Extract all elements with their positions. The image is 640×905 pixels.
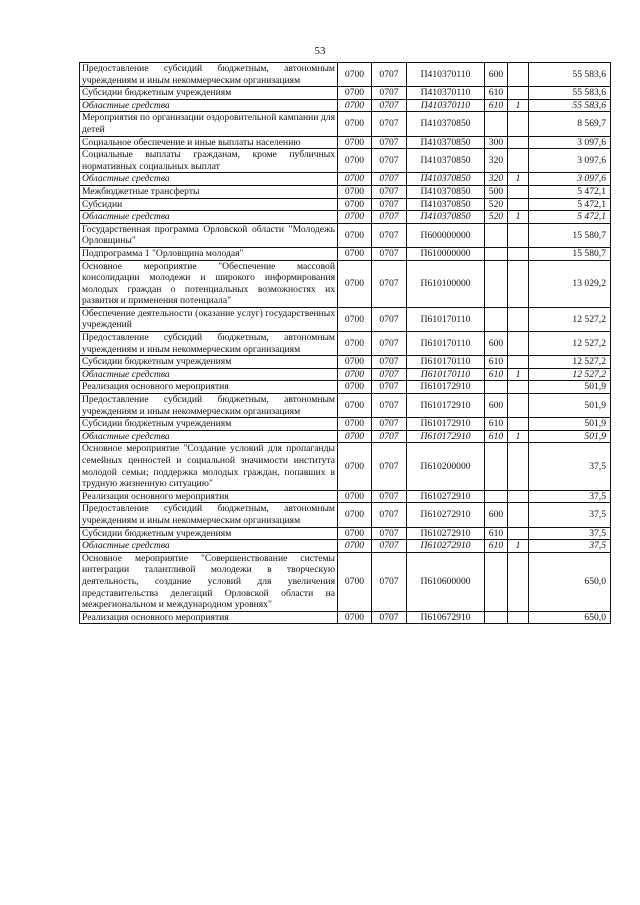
row-expense-type-cell: 600 (485, 503, 508, 527)
row-name-cell: Основное мероприятие "Обеспечение массовой консолидации молодежи и широкого информирования молодых граждан о потенциальных возможностях их развития и применения потенциала" (80, 260, 338, 307)
row-subsection-cell: 0707 (372, 149, 407, 173)
row-funding-source-cell (508, 356, 529, 369)
row-amount-cell: 501,9 (529, 430, 611, 443)
row-name-cell: Основное мероприятие "Создание условий для пропаганды семейных ценностей и социальной значимости института молодой семьи; поддержка молодых граждан, попавших в трудную жизненную ситуацию" (80, 443, 338, 490)
table-row (80, 540, 611, 553)
row-name-cell: Субсидии (80, 198, 338, 211)
row-funding-source-cell (508, 247, 529, 260)
table-row (80, 503, 611, 527)
row-subsection-cell: 0707 (372, 63, 407, 87)
row-name-cell: Областные средства (80, 430, 338, 443)
row-expense-type-cell: 500 (485, 185, 508, 198)
row-amount-cell: 12 527,2 (529, 356, 611, 369)
row-target-article-cell: П410370110 (407, 87, 485, 100)
row-section-cell: 0700 (338, 503, 372, 527)
row-funding-source-cell: 1 (508, 540, 529, 553)
row-section-cell: 0700 (338, 136, 372, 149)
row-section-cell: 0700 (338, 611, 372, 624)
row-subsection-cell: 0707 (372, 503, 407, 527)
row-expense-type-cell: 320 (485, 149, 508, 173)
row-target-article-cell: П610200000 (407, 443, 485, 490)
row-expense-type-cell: 610 (485, 87, 508, 100)
row-funding-source-cell (508, 112, 529, 136)
row-amount-cell: 37,5 (529, 540, 611, 553)
table-row (80, 394, 611, 418)
row-amount-cell: 650,0 (529, 552, 611, 611)
row-subsection-cell: 0707 (372, 527, 407, 540)
row-expense-type-cell: 520 (485, 211, 508, 224)
row-amount-cell: 501,9 (529, 418, 611, 431)
row-section-cell: 0700 (338, 112, 372, 136)
row-subsection-cell: 0707 (372, 443, 407, 490)
row-name-cell: Социальные выплаты гражданам, кроме публичных нормативных социальных выплат (80, 149, 338, 173)
table-row (80, 430, 611, 443)
row-target-article-cell: П410370850 (407, 136, 485, 149)
table-row (80, 136, 611, 149)
row-expense-type-cell: 610 (485, 430, 508, 443)
row-section-cell: 0700 (338, 418, 372, 431)
row-expense-type-cell (485, 381, 508, 394)
row-expense-type-cell: 610 (485, 368, 508, 381)
table-row (80, 368, 611, 381)
row-section-cell: 0700 (338, 490, 372, 503)
row-expense-type-cell (485, 611, 508, 624)
table-row (80, 211, 611, 224)
row-funding-source-cell: 1 (508, 99, 529, 112)
table-row (80, 223, 611, 247)
row-target-article-cell: П610172910 (407, 394, 485, 418)
row-section-cell: 0700 (338, 443, 372, 490)
row-expense-type-cell: 600 (485, 394, 508, 418)
row-expense-type-cell: 610 (485, 418, 508, 431)
table-row (80, 552, 611, 611)
row-subsection-cell: 0707 (372, 540, 407, 553)
row-subsection-cell: 0707 (372, 247, 407, 260)
row-section-cell: 0700 (338, 173, 372, 186)
table-row (80, 173, 611, 186)
row-expense-type-cell: 600 (485, 332, 508, 356)
row-target-article-cell: П610172910 (407, 381, 485, 394)
row-subsection-cell: 0707 (372, 211, 407, 224)
row-name-cell: Областные средства (80, 540, 338, 553)
table-row (80, 527, 611, 540)
table-row (80, 443, 611, 490)
table-row (80, 63, 611, 87)
row-funding-source-cell (508, 185, 529, 198)
row-section-cell: 0700 (338, 260, 372, 307)
row-expense-type-cell: 320 (485, 173, 508, 186)
row-funding-source-cell (508, 198, 529, 211)
row-amount-cell: 5 472,1 (529, 211, 611, 224)
row-amount-cell: 3 097,6 (529, 136, 611, 149)
row-subsection-cell: 0707 (372, 332, 407, 356)
row-subsection-cell: 0707 (372, 430, 407, 443)
row-target-article-cell: П610172910 (407, 418, 485, 431)
row-expense-type-cell (485, 112, 508, 136)
table-row (80, 112, 611, 136)
row-subsection-cell: 0707 (372, 185, 407, 198)
row-name-cell: Областные средства (80, 211, 338, 224)
row-section-cell: 0700 (338, 368, 372, 381)
row-subsection-cell: 0707 (372, 260, 407, 307)
row-target-article-cell: П610600000 (407, 552, 485, 611)
table-row (80, 307, 611, 331)
row-section-cell: 0700 (338, 63, 372, 87)
row-target-article-cell: П610272910 (407, 503, 485, 527)
row-target-article-cell: П610100000 (407, 260, 485, 307)
row-expense-type-cell (485, 260, 508, 307)
row-name-cell: Субсидии бюджетным учреждениям (80, 418, 338, 431)
row-expense-type-cell (485, 443, 508, 490)
row-subsection-cell: 0707 (372, 112, 407, 136)
row-name-cell: Субсидии бюджетным учреждениям (80, 527, 338, 540)
row-expense-type-cell: 610 (485, 356, 508, 369)
row-target-article-cell: П610272910 (407, 527, 485, 540)
row-name-cell: Предоставление субсидий бюджетным, автономным учреждениям и иным некоммерческим организациям (80, 63, 338, 87)
row-subsection-cell: 0707 (372, 552, 407, 611)
row-expense-type-cell (485, 247, 508, 260)
row-name-cell: Обеспечение деятельности (оказание услуг) государственных учреждений (80, 307, 338, 331)
row-subsection-cell: 0707 (372, 307, 407, 331)
row-expense-type-cell (485, 223, 508, 247)
row-subsection-cell: 0707 (372, 611, 407, 624)
row-subsection-cell: 0707 (372, 356, 407, 369)
row-funding-source-cell (508, 307, 529, 331)
table-row (80, 185, 611, 198)
row-funding-source-cell (508, 490, 529, 503)
row-target-article-cell: П410370110 (407, 63, 485, 87)
row-section-cell: 0700 (338, 247, 372, 260)
row-target-article-cell: П410370850 (407, 198, 485, 211)
row-target-article-cell: П410370850 (407, 112, 485, 136)
row-target-article-cell: П610170110 (407, 332, 485, 356)
row-amount-cell: 55 583,6 (529, 99, 611, 112)
row-funding-source-cell (508, 527, 529, 540)
row-amount-cell: 12 527,2 (529, 332, 611, 356)
row-target-article-cell: П610172910 (407, 430, 485, 443)
row-name-cell: Реализация основного мероприятия (80, 381, 338, 394)
budget-table-body (80, 63, 611, 624)
row-funding-source-cell (508, 503, 529, 527)
row-expense-type-cell: 600 (485, 63, 508, 87)
row-target-article-cell: П410370110 (407, 99, 485, 112)
row-section-cell: 0700 (338, 394, 372, 418)
row-funding-source-cell (508, 63, 529, 87)
row-funding-source-cell (508, 381, 529, 394)
row-subsection-cell: 0707 (372, 490, 407, 503)
row-amount-cell: 15 580,7 (529, 223, 611, 247)
row-target-article-cell: П600000000 (407, 223, 485, 247)
row-target-article-cell: П410370850 (407, 185, 485, 198)
row-amount-cell: 12 527,2 (529, 307, 611, 331)
row-section-cell: 0700 (338, 307, 372, 331)
row-subsection-cell: 0707 (372, 223, 407, 247)
row-section-cell: 0700 (338, 356, 372, 369)
row-subsection-cell: 0707 (372, 173, 407, 186)
row-target-article-cell: П610170110 (407, 356, 485, 369)
row-amount-cell: 13 029,2 (529, 260, 611, 307)
row-name-cell: Социальное обеспечение и иные выплаты населению (80, 136, 338, 149)
row-subsection-cell: 0707 (372, 418, 407, 431)
row-name-cell: Государственная программа Орловской области "Молодежь Орловщины" (80, 223, 338, 247)
row-target-article-cell: П410370850 (407, 211, 485, 224)
row-amount-cell: 37,5 (529, 490, 611, 503)
row-section-cell: 0700 (338, 540, 372, 553)
row-name-cell: Предоставление субсидий бюджетным, автономным учреждениям и иным некоммерческим организациям (80, 394, 338, 418)
table-row (80, 418, 611, 431)
table-row (80, 490, 611, 503)
row-subsection-cell: 0707 (372, 381, 407, 394)
row-funding-source-cell (508, 552, 529, 611)
row-name-cell: Субсидии бюджетным учреждениям (80, 87, 338, 100)
row-section-cell: 0700 (338, 87, 372, 100)
row-amount-cell: 55 583,6 (529, 87, 611, 100)
row-section-cell: 0700 (338, 552, 372, 611)
row-target-article-cell: П610672910 (407, 611, 485, 624)
row-name-cell: Областные средства (80, 173, 338, 186)
table-row (80, 247, 611, 260)
row-amount-cell: 15 580,7 (529, 247, 611, 260)
row-name-cell: Основное мероприятие "Совершенствование системы интеграции талантливой молодежи в творческую деятельность, создание условий для увеличения представительства делегаций Орловской области на межрегиональном и международном уровнях" (80, 552, 338, 611)
table-row (80, 198, 611, 211)
table-row (80, 149, 611, 173)
row-funding-source-cell (508, 87, 529, 100)
row-name-cell: Реализация основного мероприятия (80, 611, 338, 624)
row-amount-cell: 501,9 (529, 394, 611, 418)
row-section-cell: 0700 (338, 527, 372, 540)
row-amount-cell: 8 569,7 (529, 112, 611, 136)
row-section-cell: 0700 (338, 223, 372, 247)
row-name-cell: Подпрограмма 1 "Орловщина молодая" (80, 247, 338, 260)
row-expense-type-cell (485, 552, 508, 611)
row-subsection-cell: 0707 (372, 99, 407, 112)
budget-table (79, 62, 611, 624)
row-funding-source-cell (508, 332, 529, 356)
row-section-cell: 0700 (338, 198, 372, 211)
row-subsection-cell: 0707 (372, 136, 407, 149)
row-funding-source-cell (508, 394, 529, 418)
row-funding-source-cell (508, 136, 529, 149)
page-number: 53 (314, 45, 326, 57)
row-section-cell: 0700 (338, 149, 372, 173)
row-amount-cell: 37,5 (529, 503, 611, 527)
row-subsection-cell: 0707 (372, 394, 407, 418)
row-amount-cell: 3 097,6 (529, 173, 611, 186)
row-target-article-cell: П610000000 (407, 247, 485, 260)
row-amount-cell: 37,5 (529, 527, 611, 540)
row-target-article-cell: П610170110 (407, 368, 485, 381)
row-name-cell: Предоставление субсидий бюджетным, автономным учреждениям и иным некоммерческим организациям (80, 332, 338, 356)
row-amount-cell: 5 472,1 (529, 185, 611, 198)
row-target-article-cell: П610272910 (407, 540, 485, 553)
row-section-cell: 0700 (338, 99, 372, 112)
row-amount-cell: 37,5 (529, 443, 611, 490)
row-funding-source-cell (508, 149, 529, 173)
table-row (80, 99, 611, 112)
row-section-cell: 0700 (338, 185, 372, 198)
row-funding-source-cell (508, 418, 529, 431)
table-row (80, 87, 611, 100)
row-expense-type-cell: 300 (485, 136, 508, 149)
row-amount-cell: 501,9 (529, 381, 611, 394)
row-target-article-cell: П610170110 (407, 307, 485, 331)
row-name-cell: Межбюджетные трансферты (80, 185, 338, 198)
row-expense-type-cell: 610 (485, 540, 508, 553)
row-funding-source-cell: 1 (508, 430, 529, 443)
row-amount-cell: 5 472,1 (529, 198, 611, 211)
table-row (80, 356, 611, 369)
row-section-cell: 0700 (338, 430, 372, 443)
table-row (80, 611, 611, 624)
row-target-article-cell: П610272910 (407, 490, 485, 503)
row-expense-type-cell (485, 307, 508, 331)
row-expense-type-cell: 520 (485, 198, 508, 211)
row-amount-cell: 55 583,6 (529, 63, 611, 87)
row-funding-source-cell: 1 (508, 211, 529, 224)
row-funding-source-cell: 1 (508, 173, 529, 186)
table-row (80, 332, 611, 356)
row-funding-source-cell (508, 611, 529, 624)
row-name-cell: Мероприятия по организации оздоровительной кампании для детей (80, 112, 338, 136)
row-target-article-cell: П410370850 (407, 149, 485, 173)
row-amount-cell: 3 097,6 (529, 149, 611, 173)
row-expense-type-cell: 610 (485, 99, 508, 112)
row-funding-source-cell (508, 260, 529, 307)
row-name-cell: Областные средства (80, 368, 338, 381)
row-name-cell: Областные средства (80, 99, 338, 112)
row-funding-source-cell (508, 223, 529, 247)
row-subsection-cell: 0707 (372, 368, 407, 381)
row-expense-type-cell: 610 (485, 527, 508, 540)
row-amount-cell: 650,0 (529, 611, 611, 624)
row-section-cell: 0700 (338, 332, 372, 356)
table-row (80, 381, 611, 394)
row-subsection-cell: 0707 (372, 87, 407, 100)
row-name-cell: Реализация основного мероприятия (80, 490, 338, 503)
row-section-cell: 0700 (338, 211, 372, 224)
row-amount-cell: 12 527,2 (529, 368, 611, 381)
row-target-article-cell: П410370850 (407, 173, 485, 186)
row-section-cell: 0700 (338, 381, 372, 394)
row-subsection-cell: 0707 (372, 198, 407, 211)
row-funding-source-cell: 1 (508, 368, 529, 381)
row-name-cell: Предоставление субсидий бюджетным, автономным учреждениям и иным некоммерческим организациям (80, 503, 338, 527)
row-name-cell: Субсидии бюджетным учреждениям (80, 356, 338, 369)
row-expense-type-cell (485, 490, 508, 503)
table-row (80, 260, 611, 307)
row-funding-source-cell (508, 443, 529, 490)
